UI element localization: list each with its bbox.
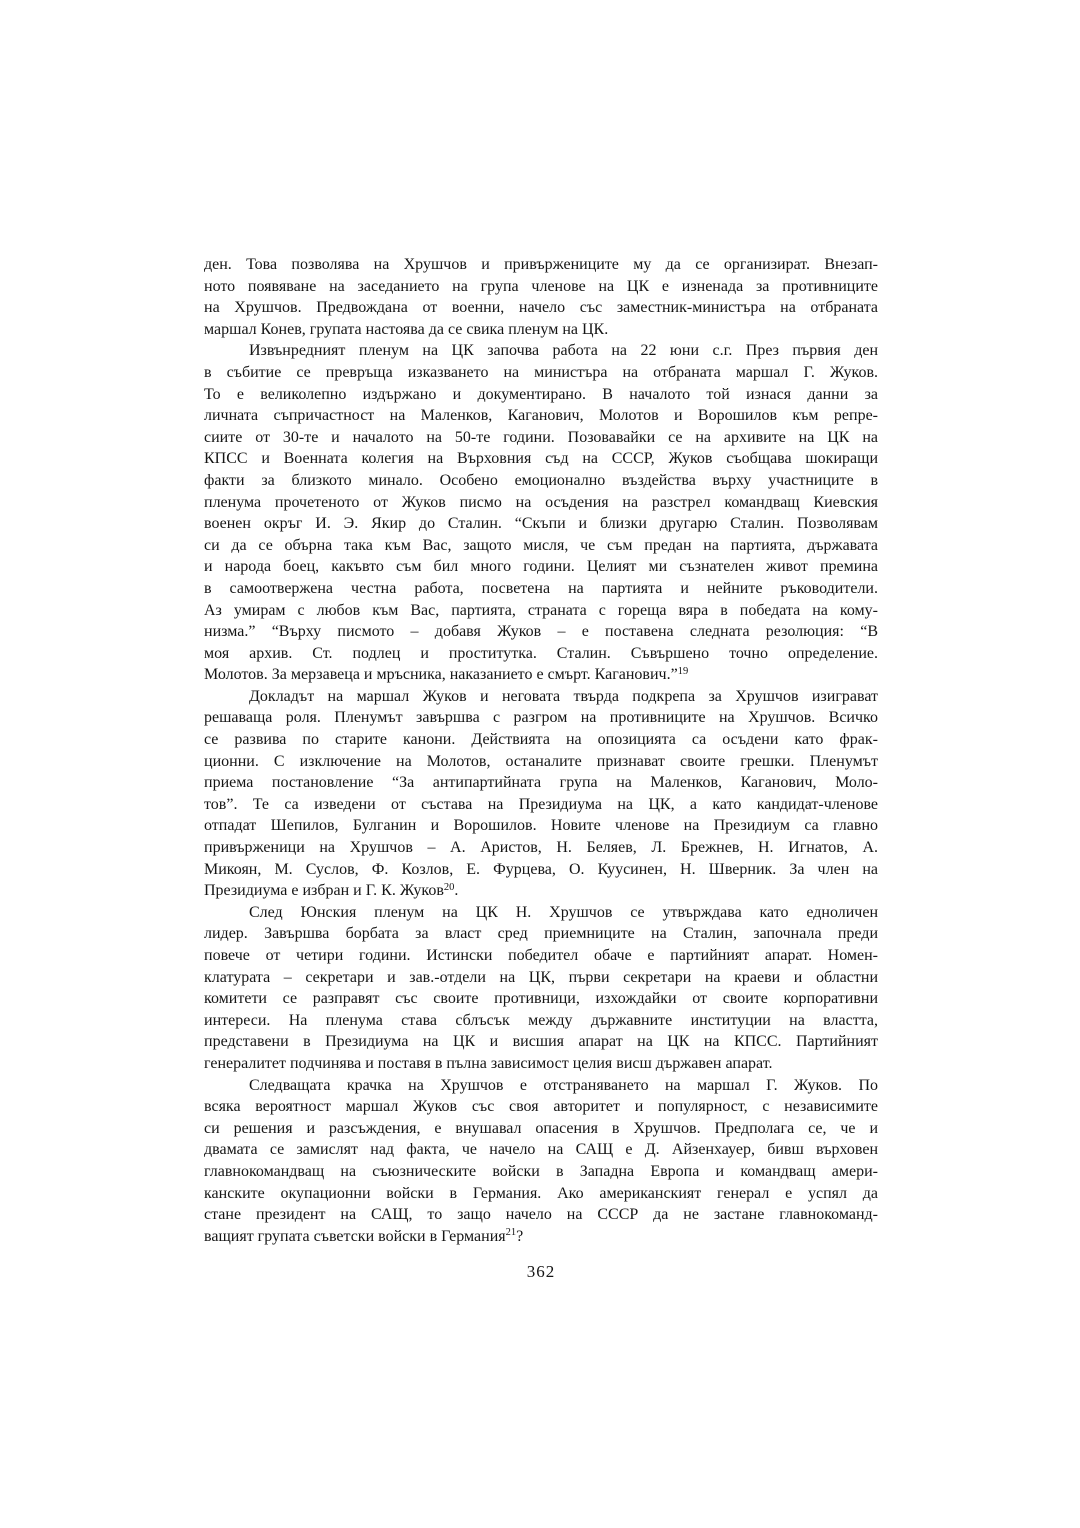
paragraph <box>204 254 878 340</box>
text-line: низма.” “Върху писмото – добавя Жуков – е поставена следната резолюция: “В <box>204 623 878 641</box>
text-line: си да се обърна така към Вас, защото мисля, че съм предан на партията, държавата <box>204 536 878 554</box>
text-line: Молотов. За мерзавеца и мръсника, наказанието е смърт. Каганович.”$^{19}$ <box>204 665 689 684</box>
text-line: стане президент на САЩ, то защо начело на СССР да не застане главнокоманд- <box>204 1206 878 1224</box>
text-line: на Хрушчов. Предвождана от военни, начело със заместник-министъра на отбраната <box>204 299 878 317</box>
text-line: решаваща роля. Пленумът завършва с разгром на противниците на Хрушчов. Всичко <box>204 709 878 727</box>
text-line: представени в Президиума на ЦК и висшия апарат на ЦК на КПСС. Партийният <box>204 1033 878 1051</box>
text-line: Микоян, М. Суслов, Ф. Козлов, Е. Фурцева, О. Куусинен, Н. Шверник. За член на <box>204 860 878 878</box>
text-line: привърженици на Хрушчов – А. Аристов, Н. Беляев, Л. Брежнев, Н. Игнатов, А. <box>204 839 878 857</box>
text-line: в събитие се превръща изказването на министъра на отбраната маршал Г. Жуков. <box>204 363 878 381</box>
text-line: пленума прочетеното от Жуков писмо на осъдения на разстрел командващ Киевския <box>204 493 878 511</box>
text-line: ден. Това позволява на Хрушчов и привържениците му да се организират. Внезап- <box>204 256 878 273</box>
text-line: си решения и разсъждения, е внушавал опасения в Хрушчов. Предполага се, че и <box>204 1119 878 1137</box>
text-line: клатурата – секретари и зав.-отдели на ЦК, първи секретари на краеви и областни <box>204 968 878 986</box>
text-line: повече от четири години. Истински победител обаче е партийният апарат. Номен- <box>204 947 878 964</box>
text-line: Президиума е избран и Г. К. Жуков$^{20}$. <box>204 881 459 900</box>
text-line: комитети се разправят със своите противници, изхождайки от своите корпоративни <box>204 990 878 1008</box>
text-line: приема постановление “За антипартийната група на Маленков, Каганович, Моло- <box>204 774 878 792</box>
text-line: ващият групата съветски войски в Германия$^{21}$? <box>204 1227 524 1245</box>
text-line: главнокомандващ на съюзническите войски в Западна Европа и командващ амери- <box>204 1162 878 1180</box>
text-line: тов”. Те са изведени от състава на Президиума на ЦК, а като кандидат-членове <box>204 795 878 813</box>
text-line: Извънредният пленум на ЦК започва работа на 22 юни с.г. През първия ден <box>249 342 878 360</box>
text-line: се развива по старите канони. Действията на опозицията са осъдени като фрак- <box>204 731 878 749</box>
paragraph <box>204 902 878 1075</box>
text-line: ното появяване на заседанието на група членове на ЦК е изненада за противниците <box>204 277 878 295</box>
text-line: Докладът на маршал Жуков и неговата твърда подкрепа за Хрушчов изиграват <box>249 687 878 705</box>
text-line: Следващата крачка на Хрушчов е отстраняването на маршал Г. Жуков. По <box>249 1076 878 1094</box>
text-line: всяка вероятност маршал Жуков със своя авторитет и популярност, с независимите <box>204 1098 878 1116</box>
text-line: ционни. С изключение на Молотов, останалите признават своите грешки. Пленумът <box>204 752 878 770</box>
text-line: факти за близкото минало. Особено емоционално въздейства върху участниците в <box>204 471 878 489</box>
text-line: маршал Конев, групата настоява да се свика пленум на ЦК. <box>204 320 609 338</box>
footnote-ref: 21 <box>505 1227 517 1239</box>
paragraph <box>204 1075 878 1248</box>
text-line: двамата се замислят над факта, че начело на САЩ е Д. Айзенхауер, бивш върховен <box>204 1141 878 1159</box>
text-line: и народа боец, какъвто съм бил много години. Целият ми съзнателен живот премина <box>204 558 878 576</box>
paragraph <box>204 340 878 686</box>
text-line: личната съпричастност на Маленков, Каганович, Молотов и Ворошилов към репре- <box>204 407 878 425</box>
text-line: канските окупационни войски в Германия. Ако американският генерал е успял да <box>204 1184 878 1202</box>
text-line: След Юнския пленум на ЦК Н. Хрушчов се утвърждава като едноличен <box>249 903 878 921</box>
footnote-ref: 19 <box>677 665 689 677</box>
text-line: То е великолепно издържано и документирано. В началото той изнася данни за <box>204 385 878 403</box>
text-line: в самоотвержена честна работа, посветена на партията и нейните ръководители. <box>204 579 878 597</box>
text-line: моя архив. Ст. подлец и проститутка. Сталин. Съвършено точно определение. <box>204 644 878 662</box>
text-line: военен окръг И. Э. Якир до Сталин. “Скъпи и близки другарю Сталин. Позволявам <box>204 515 878 533</box>
text-line: лидер. Завършва борбата за власт сред приемниците на Сталин, започнала преди <box>204 925 878 943</box>
text-line: генералитет подчинява и поставя в пълна зависимост целия висш държавен апарат. <box>204 1054 773 1072</box>
text-line: КПСС и Военната колегия на Върховния съд на СССР, Жуков съобщава шокиращи <box>204 450 878 468</box>
page-number: 362 <box>526 1262 556 1281</box>
text-block <box>204 254 878 1247</box>
text-line: отпадат Шепилов, Булганин и Ворошилов. Новите членове на Президиум са главно <box>204 817 878 835</box>
footnote-ref: 20 <box>443 881 455 893</box>
paragraph <box>204 686 878 902</box>
text-line: интереси. На пленума става сблъсък между държавните институции на властта, <box>204 1011 878 1029</box>
text-line: сиите от 30-те и началото на 50-те години. Позовавайки се на архивите на ЦК на <box>204 428 878 446</box>
text-line: Аз умирам с любов към Вас, партията, страната с гореща вяра в победата на кому- <box>204 601 878 619</box>
